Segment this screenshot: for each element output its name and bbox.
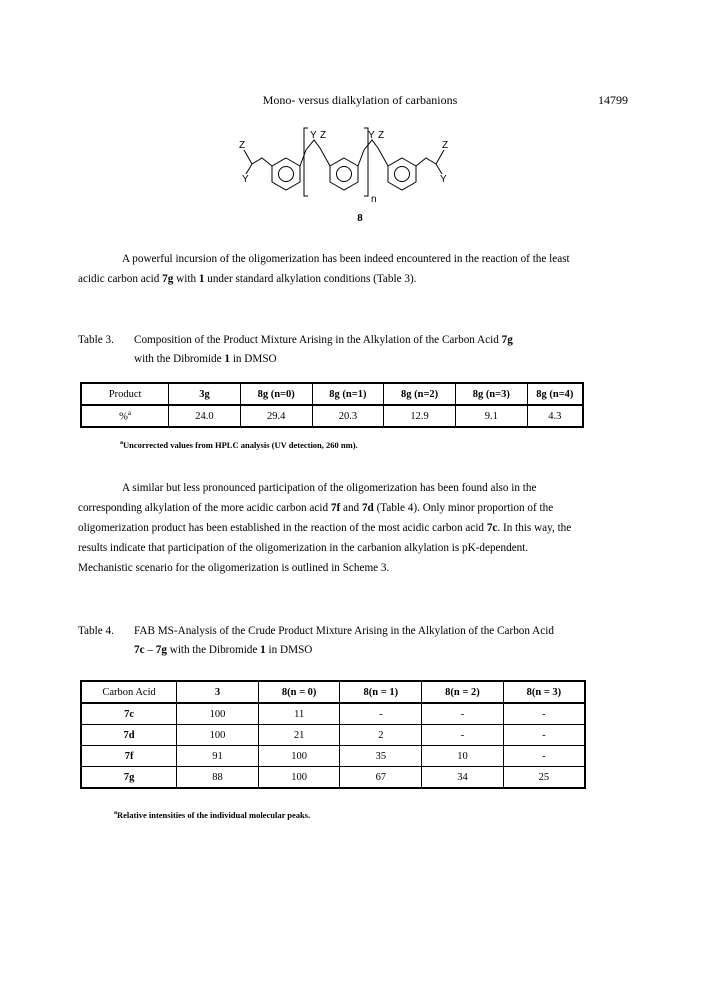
table-cell: 88 xyxy=(177,767,259,789)
table-cell: 11 xyxy=(258,703,340,725)
table-header-cell: 8g (n=0) xyxy=(240,383,312,405)
text-span: Composition of the Product Mixture Arising in the Alkylation of the Carbon Acid xyxy=(134,334,502,346)
benzene-ring-2 xyxy=(330,158,358,190)
table-cell: - xyxy=(503,746,585,767)
table-cell: - xyxy=(503,725,585,746)
text-span: FAB MS-Analysis of the Crude Product Mixture Arising in the Alkylation of the Carbon Acid xyxy=(134,625,554,637)
text-span: with the Dibromide xyxy=(134,353,225,365)
table-header-cell: 8(n = 1) xyxy=(340,681,422,703)
table-cell: 100 xyxy=(258,746,340,767)
table-row-label: 7f xyxy=(81,746,177,767)
table-header-cell: 8g (n=2) xyxy=(384,383,456,405)
text-span: oligomerization product has been established in the reaction of the most acidic carbon acid xyxy=(78,522,487,534)
compound-ref: 7g xyxy=(501,334,513,346)
paragraph-line xyxy=(78,518,642,538)
paragraph-line xyxy=(78,269,642,289)
caption-line xyxy=(78,331,658,350)
table4-number: Table 4. xyxy=(78,625,114,637)
table-header-row xyxy=(81,383,583,405)
text-span: acidic carbon acid xyxy=(78,273,163,285)
table-header-cell: Product xyxy=(81,383,169,405)
text-span: results indicate that participation of the oligomerization in the carbanion alkylation is pK-dependent. xyxy=(78,542,529,554)
compound-ref: 1 xyxy=(198,273,205,285)
table-cell: 4.3 xyxy=(527,405,583,427)
text-span: Relative intensities of the individual molecular peaks. xyxy=(117,810,311,820)
text-span: Mechanistic scenario for the oligomerization is outlined in Scheme 3. xyxy=(78,562,390,574)
table-cell: 35 xyxy=(340,746,422,767)
table-cell: 34 xyxy=(422,767,504,789)
table-cell: - xyxy=(503,703,585,725)
table-header-cell: 8(n = 2) xyxy=(422,681,504,703)
table4-caption xyxy=(78,622,658,660)
table-header-cell: 3 xyxy=(177,681,259,703)
page-number: 14799 xyxy=(598,93,628,107)
text-span: Uncorrected values from HPLC analysis (UV detection, 260 nm). xyxy=(123,440,358,450)
table-cell: 67 xyxy=(340,767,422,789)
text-span: A powerful incursion of the oligomerization has been indeed encountered in the reaction of the least xyxy=(122,253,570,265)
caption-line xyxy=(78,622,658,641)
paragraph-2 xyxy=(78,478,642,578)
table-cell: 2 xyxy=(340,725,422,746)
atom-label-y: Y xyxy=(440,174,447,185)
table-header-cell: 3g xyxy=(169,383,241,405)
text-span: (Table 4). Only minor proportion of the xyxy=(373,502,554,514)
table-row-label: 7g xyxy=(81,767,177,789)
compound-ref: 7d xyxy=(361,502,374,514)
table-cell: 12.9 xyxy=(384,405,456,427)
table-header-cell: 8g (n=1) xyxy=(312,383,384,405)
compound-ref: 7g xyxy=(155,644,167,656)
benzene-ring-1 xyxy=(272,158,300,190)
table-row-label: 7d xyxy=(81,725,177,746)
paragraph-line xyxy=(78,538,642,558)
text-span: in DMSO xyxy=(230,353,277,365)
compound-ref: 1 xyxy=(224,353,231,365)
table-row xyxy=(81,725,585,746)
table-header-cell: 8g (n=4) xyxy=(527,383,583,405)
text-span: . In this way, the xyxy=(497,522,572,534)
table4 xyxy=(80,680,586,789)
table-cell: 10 xyxy=(422,746,504,767)
repeat-index-n: n xyxy=(371,194,377,205)
paragraph-line xyxy=(78,478,642,498)
table-cell: 100 xyxy=(258,767,340,789)
caption-line xyxy=(78,641,658,660)
structure-label: 8 xyxy=(357,212,363,224)
table-header-cell: Carbon Acid xyxy=(81,681,177,703)
compound-ref: 1 xyxy=(260,644,266,656)
table-cell: - xyxy=(340,703,422,725)
atom-label-z: Z xyxy=(320,130,327,141)
footnote-marker: a xyxy=(114,810,117,817)
table-header-row xyxy=(81,681,585,703)
table-header-cell: 8(n = 3) xyxy=(503,681,585,703)
table3 xyxy=(80,382,584,428)
paragraph-line xyxy=(78,558,642,578)
text-span: A similar but less pronounced participation of the oligomerization has been found also in the xyxy=(122,482,537,494)
compound-ref: 7c xyxy=(134,644,145,656)
table-cell: 24.0 xyxy=(169,405,241,427)
text-span: % xyxy=(119,411,128,423)
paragraph-1 xyxy=(78,249,642,289)
text-span: corresponding alkylation of the more acidic carbon acid xyxy=(78,502,331,514)
table-row xyxy=(81,767,585,789)
atom-label-y: Y xyxy=(310,130,317,141)
text-span: in DMSO xyxy=(265,644,313,656)
table-cell: 25 xyxy=(503,767,585,789)
text-span: with xyxy=(173,273,199,285)
table3-number: Table 3. xyxy=(78,334,114,346)
table-cell: - xyxy=(422,725,504,746)
paragraph-line xyxy=(78,249,642,269)
compound-ref: 7f xyxy=(330,502,341,514)
footnote-marker: a xyxy=(127,409,131,418)
table-row xyxy=(81,405,583,427)
paragraph-line xyxy=(78,498,642,518)
chemical-structure-8 xyxy=(224,120,474,212)
table-header-cell: 8g (n=3) xyxy=(455,383,527,405)
table-row xyxy=(81,746,585,767)
table-row-label: 7c xyxy=(81,703,177,725)
table-row-label xyxy=(81,405,169,427)
benzene-ring-3 xyxy=(388,158,416,190)
atom-label-z: Z xyxy=(239,140,246,151)
table-row xyxy=(81,703,585,725)
compound-ref: 7g xyxy=(162,273,174,285)
table3-footnote xyxy=(120,440,358,450)
table-cell: 29.4 xyxy=(240,405,312,427)
atom-label-z: Z xyxy=(378,130,385,141)
text-span: and xyxy=(340,502,362,514)
running-header-title: Mono- versus dialkylation of carbanions xyxy=(262,93,458,107)
table3-caption xyxy=(78,331,658,369)
atom-label-y: Y xyxy=(242,174,249,185)
atom-label-y: Y xyxy=(368,130,375,141)
text-span: with the Dibromide xyxy=(166,644,261,656)
table-cell: 100 xyxy=(177,703,259,725)
atom-label-z: Z xyxy=(442,140,449,151)
table4-footnote xyxy=(114,810,310,820)
table-header-cell: 8(n = 0) xyxy=(258,681,340,703)
table-cell: 21 xyxy=(258,725,340,746)
text-span: – xyxy=(144,644,156,656)
table-cell: 20.3 xyxy=(312,405,384,427)
text-span: under standard alkylation conditions (Table 3). xyxy=(204,273,417,285)
footnote-marker: a xyxy=(120,440,123,447)
compound-ref: 7c xyxy=(486,522,498,534)
caption-line xyxy=(78,350,658,369)
table-cell: 100 xyxy=(177,725,259,746)
table-cell: 9.1 xyxy=(455,405,527,427)
table-cell: - xyxy=(422,703,504,725)
table-cell: 91 xyxy=(177,746,259,767)
